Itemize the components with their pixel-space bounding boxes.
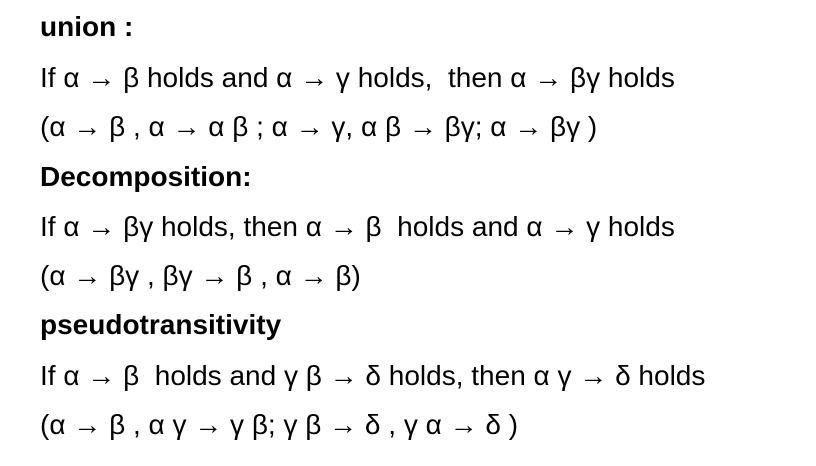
pseudotransitivity-proof: (α → β , α γ → γ β; γ β → δ , γ α → δ )	[40, 409, 519, 440]
decomposition-heading: Decomposition:	[40, 161, 252, 192]
union-statement: If α → β holds and α → γ holds, then α → βγ holds	[40, 62, 675, 93]
decomposition-proof: (α → βγ , βγ → β , α → β)	[40, 260, 361, 291]
pseudotransitivity-heading: pseudotransitivity	[40, 309, 282, 340]
union-heading: union :	[40, 11, 134, 42]
pseudotransitivity-statement: If α → β holds and γ β → δ holds, then α γ → δ holds	[40, 360, 706, 391]
decomposition-statement: If α → βγ holds, then α → β holds and α → γ holds	[40, 211, 675, 242]
union-proof: (α → β , α → α β ; α → γ, α β → βγ; α → βγ )	[40, 111, 598, 142]
